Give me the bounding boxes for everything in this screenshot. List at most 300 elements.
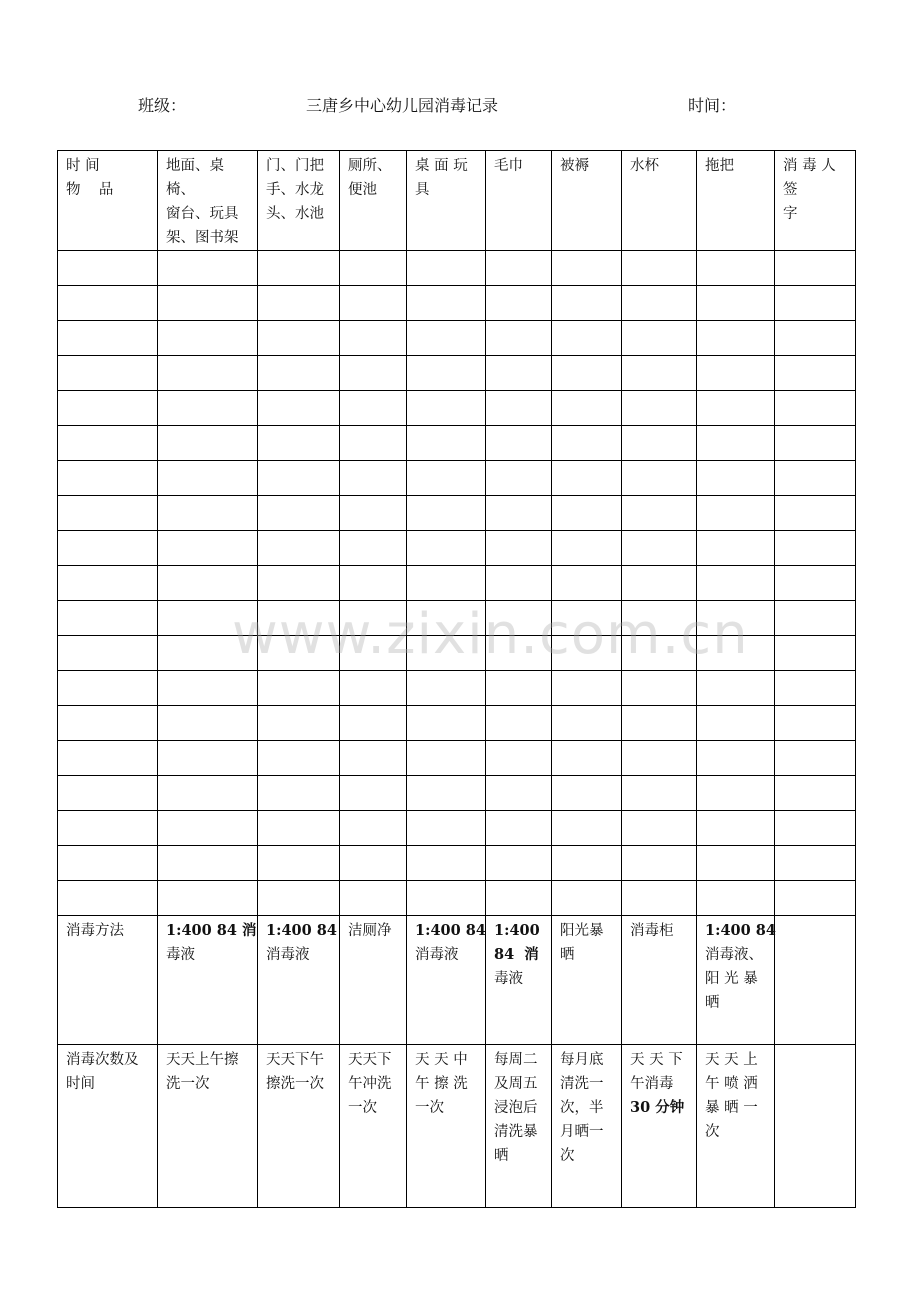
empty-cell[interactable] — [486, 391, 552, 426]
empty-cell[interactable] — [697, 391, 775, 426]
empty-cell[interactable] — [407, 391, 486, 426]
empty-cell[interactable] — [622, 846, 697, 881]
empty-cell[interactable] — [552, 566, 622, 601]
empty-cell[interactable] — [775, 356, 856, 391]
empty-cell[interactable] — [697, 601, 775, 636]
data-cell — [552, 916, 622, 1045]
empty-cell[interactable] — [486, 776, 552, 811]
empty-cell[interactable] — [158, 251, 258, 286]
empty-cell[interactable] — [340, 356, 407, 391]
empty-cell[interactable] — [340, 881, 407, 916]
empty-cell[interactable] — [58, 846, 158, 881]
empty-cell[interactable] — [340, 496, 407, 531]
empty-cell[interactable] — [486, 636, 552, 671]
empty-cell[interactable] — [158, 671, 258, 706]
empty-cell[interactable] — [622, 881, 697, 916]
empty-cell[interactable] — [258, 776, 340, 811]
corner-item-label: 物 品 — [66, 182, 114, 198]
column-header-text: 水杯 — [630, 158, 659, 174]
table-row — [58, 671, 856, 706]
empty-cell[interactable] — [697, 321, 775, 356]
cell-text: 一次 — [348, 1100, 377, 1116]
cell-text: 每周二 — [494, 1052, 538, 1068]
frequency-row — [58, 1045, 856, 1208]
column-header-cell — [158, 151, 258, 251]
cell-text: 次 — [705, 1124, 720, 1140]
empty-cell[interactable] — [775, 706, 856, 741]
table-row — [58, 741, 856, 776]
column-header-text: 签 — [783, 182, 798, 198]
empty-cell[interactable] — [697, 251, 775, 286]
empty-cell[interactable] — [158, 881, 258, 916]
empty-cell[interactable] — [486, 531, 552, 566]
empty-cell[interactable] — [622, 461, 697, 496]
empty-cell[interactable] — [775, 531, 856, 566]
empty-cell[interactable] — [407, 706, 486, 741]
empty-cell[interactable] — [622, 566, 697, 601]
cell-text: 天 天 中 — [415, 1052, 468, 1068]
empty-cell[interactable] — [258, 811, 340, 846]
empty-cell[interactable] — [258, 251, 340, 286]
column-header-text: 地面、桌椅、 — [166, 158, 224, 198]
empty-cell[interactable] — [407, 846, 486, 881]
cell-text: 午冲洗 — [348, 1076, 392, 1092]
empty-cell[interactable] — [622, 706, 697, 741]
cell-text: 清洗暴 — [494, 1124, 538, 1140]
empty-cell[interactable] — [258, 741, 340, 776]
empty-cell[interactable] — [58, 601, 158, 636]
empty-cell[interactable] — [552, 811, 622, 846]
empty-cell[interactable] — [340, 601, 407, 636]
cell-text: 晒 — [494, 1148, 509, 1164]
empty-cell[interactable] — [258, 391, 340, 426]
disinfection-record-table — [57, 150, 856, 1208]
empty-cell[interactable] — [697, 496, 775, 531]
data-cell — [258, 1045, 340, 1208]
table-row — [58, 881, 856, 916]
empty-cell[interactable] — [407, 601, 486, 636]
table-row — [58, 356, 856, 391]
empty-cell[interactable] — [775, 391, 856, 426]
empty-cell[interactable] — [622, 601, 697, 636]
cell-text: 1:400 84 — [415, 922, 486, 939]
empty-cell[interactable] — [58, 356, 158, 391]
empty-cell[interactable] — [258, 846, 340, 881]
empty-cell[interactable] — [407, 671, 486, 706]
cell-text: 天天下午 — [266, 1052, 324, 1068]
column-header-text: 拖把 — [705, 158, 734, 174]
cell-text: 阳光暴 — [560, 923, 604, 939]
table-row — [58, 776, 856, 811]
empty-cell[interactable] — [552, 706, 622, 741]
empty-cell[interactable] — [158, 531, 258, 566]
empty-cell[interactable] — [552, 426, 622, 461]
empty-cell[interactable] — [775, 776, 856, 811]
empty-cell[interactable] — [552, 496, 622, 531]
table-row — [58, 286, 856, 321]
empty-cell[interactable] — [697, 636, 775, 671]
column-header-text: 被褥 — [560, 158, 589, 174]
empty-cell[interactable] — [775, 461, 856, 496]
row-label-cell — [58, 916, 158, 1045]
empty-cell[interactable] — [486, 286, 552, 321]
empty-cell[interactable] — [340, 566, 407, 601]
page-title: 三唐乡中心幼儿园消毒记录 — [306, 96, 499, 115]
empty-cell[interactable] — [622, 321, 697, 356]
empty-cell[interactable] — [486, 846, 552, 881]
empty-cell[interactable] — [58, 881, 158, 916]
empty-cell[interactable] — [258, 671, 340, 706]
empty-cell[interactable] — [552, 321, 622, 356]
empty-cell[interactable] — [775, 846, 856, 881]
empty-cell[interactable] — [340, 286, 407, 321]
empty-cell[interactable] — [407, 741, 486, 776]
empty-cell[interactable] — [486, 321, 552, 356]
empty-cell[interactable] — [697, 356, 775, 391]
empty-cell[interactable] — [552, 846, 622, 881]
column-header-cell — [486, 151, 552, 251]
empty-cell[interactable] — [775, 811, 856, 846]
empty-cell[interactable] — [407, 566, 486, 601]
empty-cell[interactable] — [158, 741, 258, 776]
empty-cell[interactable] — [622, 671, 697, 706]
empty-cell[interactable] — [58, 706, 158, 741]
empty-cell[interactable] — [58, 741, 158, 776]
table-row — [58, 391, 856, 426]
empty-cell[interactable] — [158, 706, 258, 741]
empty-cell[interactable] — [58, 566, 158, 601]
empty-cell[interactable] — [486, 706, 552, 741]
cell-text: 1:400 84 — [266, 922, 337, 939]
empty-cell[interactable] — [58, 811, 158, 846]
empty-cell[interactable] — [552, 881, 622, 916]
empty-cell[interactable] — [407, 776, 486, 811]
empty-cell[interactable] — [486, 601, 552, 636]
empty-cell[interactable] — [775, 741, 856, 776]
row-label: 消毒方法 — [66, 923, 124, 939]
cell-text: 浸泡后 — [494, 1100, 538, 1116]
empty-cell[interactable] — [58, 636, 158, 671]
cell-text: 天天下 — [348, 1052, 392, 1068]
empty-cell[interactable] — [697, 706, 775, 741]
empty-cell[interactable] — [340, 461, 407, 496]
corner-header-cell — [58, 151, 158, 251]
empty-cell[interactable] — [340, 531, 407, 566]
row-label-cell — [58, 1045, 158, 1208]
empty-cell[interactable] — [486, 496, 552, 531]
column-header-cell — [775, 151, 856, 251]
empty-cell[interactable] — [775, 496, 856, 531]
empty-cell[interactable] — [340, 776, 407, 811]
empty-cell[interactable] — [158, 286, 258, 321]
empty-cell[interactable] — [58, 776, 158, 811]
empty-cell[interactable] — [486, 566, 552, 601]
table-row — [58, 601, 856, 636]
empty-cell[interactable] — [775, 251, 856, 286]
empty-cell[interactable] — [407, 321, 486, 356]
column-header-text: 头、水池 — [266, 206, 324, 222]
column-header-text: 窗台、玩具 — [166, 206, 239, 222]
empty-cell[interactable] — [407, 461, 486, 496]
cell-text: 一次 — [415, 1100, 444, 1116]
empty-cell[interactable] — [552, 531, 622, 566]
column-header-cell — [258, 151, 340, 251]
empty-cell[interactable] — [58, 496, 158, 531]
empty-cell[interactable] — [340, 846, 407, 881]
empty-cell[interactable] — [552, 356, 622, 391]
empty-cell[interactable] — [158, 321, 258, 356]
cell-text: 消毒液 — [266, 947, 310, 963]
column-header-cell — [552, 151, 622, 251]
cell-text: 每月底 — [560, 1052, 604, 1068]
table-row — [58, 461, 856, 496]
cell-text: 午 擦 洗 — [415, 1076, 468, 1092]
corner-time-label: 时 间 — [66, 158, 100, 174]
empty-cell[interactable] — [697, 566, 775, 601]
data-cell — [622, 1045, 697, 1208]
table-row — [58, 566, 856, 601]
empty-cell[interactable] — [552, 461, 622, 496]
column-header-text: 厕所、 — [348, 158, 392, 174]
column-header-cell — [622, 151, 697, 251]
empty-cell[interactable] — [258, 496, 340, 531]
empty-cell[interactable] — [407, 426, 486, 461]
method-row — [58, 916, 856, 1045]
empty-cell[interactable] — [552, 391, 622, 426]
empty-cell[interactable] — [486, 426, 552, 461]
column-header-text: 门、门把 — [266, 158, 324, 174]
empty-cell[interactable] — [775, 426, 856, 461]
column-header-cell — [340, 151, 407, 251]
empty-cell[interactable] — [258, 531, 340, 566]
cell-text: 清洗一 — [560, 1076, 604, 1092]
data-cell — [697, 1045, 775, 1208]
cell-text: 次 — [560, 1148, 575, 1164]
empty-cell[interactable] — [552, 741, 622, 776]
empty-cell[interactable] — [58, 251, 158, 286]
empty-cell[interactable] — [258, 356, 340, 391]
empty-cell[interactable] — [258, 426, 340, 461]
empty-cell[interactable] — [258, 286, 340, 321]
empty-cell[interactable] — [340, 811, 407, 846]
empty-cell[interactable] — [775, 671, 856, 706]
empty-cell[interactable] — [158, 846, 258, 881]
empty-cell[interactable] — [340, 426, 407, 461]
data-cell — [340, 916, 407, 1045]
empty-cell[interactable] — [340, 391, 407, 426]
data-cell — [622, 916, 697, 1045]
data-cell — [486, 916, 552, 1045]
watermark: www.zixin.com.cn — [232, 602, 749, 667]
empty-cell[interactable] — [622, 776, 697, 811]
column-header-text: 毛巾 — [494, 158, 523, 174]
column-header-text: 手、水龙 — [266, 182, 324, 198]
empty-cell[interactable] — [697, 671, 775, 706]
data-cell — [340, 1045, 407, 1208]
cell-text: 1:400 84 — [705, 922, 776, 939]
empty-cell[interactable] — [258, 706, 340, 741]
empty-cell[interactable] — [158, 496, 258, 531]
empty-cell[interactable] — [775, 916, 856, 1045]
empty-cell[interactable] — [407, 531, 486, 566]
empty-cell[interactable] — [775, 321, 856, 356]
empty-cell[interactable] — [486, 881, 552, 916]
empty-cell[interactable] — [622, 531, 697, 566]
cell-text: 消毒液 — [415, 947, 459, 963]
empty-cell[interactable] — [58, 461, 158, 496]
time-label: 时间： — [688, 96, 737, 115]
empty-cell[interactable] — [158, 811, 258, 846]
table-row — [58, 496, 856, 531]
empty-cell[interactable] — [697, 461, 775, 496]
empty-cell[interactable] — [697, 881, 775, 916]
cell-text: 1:400 — [494, 922, 540, 939]
header-row — [58, 151, 856, 251]
empty-cell[interactable] — [407, 636, 486, 671]
cell-text: 1:400 84 消 — [166, 922, 257, 939]
column-header-text: 便池 — [348, 182, 377, 198]
table-row — [58, 846, 856, 881]
empty-cell[interactable] — [697, 846, 775, 881]
cell-text: 消毒液、 — [705, 947, 763, 963]
empty-cell[interactable] — [697, 776, 775, 811]
empty-cell[interactable] — [622, 391, 697, 426]
table-row — [58, 321, 856, 356]
empty-cell[interactable] — [486, 461, 552, 496]
empty-cell[interactable] — [622, 741, 697, 776]
empty-cell[interactable] — [340, 321, 407, 356]
empty-cell[interactable] — [775, 636, 856, 671]
cell-text: 次，半 — [560, 1100, 604, 1116]
empty-cell[interactable] — [775, 881, 856, 916]
empty-cell[interactable] — [58, 426, 158, 461]
empty-cell[interactable] — [775, 601, 856, 636]
empty-cell[interactable] — [258, 601, 340, 636]
table-row — [58, 251, 856, 286]
table-row — [58, 811, 856, 846]
empty-cell[interactable] — [158, 776, 258, 811]
empty-cell[interactable] — [407, 356, 486, 391]
empty-cell[interactable] — [258, 461, 340, 496]
data-cell — [158, 1045, 258, 1208]
empty-cell[interactable] — [158, 356, 258, 391]
empty-cell[interactable] — [697, 426, 775, 461]
empty-cell[interactable] — [697, 741, 775, 776]
empty-cell[interactable] — [775, 1045, 856, 1208]
empty-cell[interactable] — [552, 286, 622, 321]
cell-text: 擦洗一次 — [266, 1076, 324, 1092]
empty-cell[interactable] — [407, 496, 486, 531]
empty-cell[interactable] — [258, 566, 340, 601]
empty-cell[interactable] — [486, 741, 552, 776]
empty-cell[interactable] — [775, 286, 856, 321]
empty-cell[interactable] — [158, 426, 258, 461]
cell-text: 洗一次 — [166, 1076, 210, 1092]
empty-cell[interactable] — [58, 391, 158, 426]
empty-cell[interactable] — [486, 356, 552, 391]
empty-cell[interactable] — [552, 636, 622, 671]
empty-cell[interactable] — [622, 636, 697, 671]
empty-cell[interactable] — [158, 636, 258, 671]
empty-cell[interactable] — [58, 531, 158, 566]
data-cell — [258, 916, 340, 1045]
empty-cell[interactable] — [58, 321, 158, 356]
empty-cell[interactable] — [552, 776, 622, 811]
cell-text: 天 天 下 — [630, 1052, 683, 1068]
cell-text: 毒液 — [166, 947, 195, 963]
empty-cell[interactable] — [622, 286, 697, 321]
cell-text: 及周五 — [494, 1076, 538, 1092]
empty-cell[interactable] — [486, 251, 552, 286]
table-row — [58, 426, 856, 461]
empty-cell[interactable] — [258, 636, 340, 671]
empty-cell[interactable] — [407, 881, 486, 916]
empty-cell[interactable] — [407, 286, 486, 321]
empty-cell[interactable] — [486, 671, 552, 706]
empty-cell[interactable] — [340, 671, 407, 706]
empty-cell[interactable] — [158, 391, 258, 426]
empty-cell[interactable] — [407, 811, 486, 846]
empty-cell[interactable] — [697, 531, 775, 566]
empty-cell[interactable] — [340, 636, 407, 671]
data-cell — [407, 1045, 486, 1208]
empty-cell[interactable] — [486, 811, 552, 846]
empty-cell[interactable] — [158, 566, 258, 601]
empty-cell[interactable] — [697, 811, 775, 846]
cell-text: 午 喷 洒 — [705, 1076, 758, 1092]
empty-cell[interactable] — [622, 356, 697, 391]
empty-cell[interactable] — [158, 461, 258, 496]
empty-cell[interactable] — [340, 251, 407, 286]
cell-text: 晒 — [560, 947, 575, 963]
empty-cell[interactable] — [622, 426, 697, 461]
empty-cell[interactable] — [158, 601, 258, 636]
empty-cell[interactable] — [552, 671, 622, 706]
cell-text: 84 消 — [494, 946, 539, 963]
empty-cell[interactable] — [258, 321, 340, 356]
cell-text: 洁厕净 — [348, 923, 392, 939]
empty-cell[interactable] — [58, 286, 158, 321]
cell-text: 天 天 上 — [705, 1052, 758, 1068]
cell-text: 30 分钟 — [630, 1099, 685, 1116]
cell-text: 晒 — [705, 995, 720, 1011]
empty-cell[interactable] — [622, 496, 697, 531]
row-label: 消毒次数及 — [66, 1052, 139, 1068]
table-row — [58, 636, 856, 671]
empty-cell[interactable] — [622, 811, 697, 846]
empty-cell[interactable] — [407, 251, 486, 286]
empty-cell[interactable] — [775, 566, 856, 601]
empty-cell[interactable] — [258, 881, 340, 916]
empty-cell[interactable] — [340, 741, 407, 776]
cell-text: 月晒一 — [560, 1124, 604, 1140]
empty-cell[interactable] — [552, 251, 622, 286]
column-header-text: 消 毒 人 — [783, 158, 836, 174]
data-cell — [552, 1045, 622, 1208]
empty-cell[interactable] — [697, 286, 775, 321]
column-header-text: 具 — [415, 182, 430, 198]
empty-cell[interactable] — [552, 601, 622, 636]
column-header-text: 架、图书架 — [166, 230, 239, 246]
data-cell — [486, 1045, 552, 1208]
data-cell — [697, 916, 775, 1045]
cell-text: 毒液 — [494, 971, 523, 987]
cell-text: 阳 光 暴 — [705, 971, 758, 987]
empty-cell[interactable] — [340, 706, 407, 741]
row-label: 时间 — [66, 1076, 95, 1092]
empty-cell[interactable] — [622, 251, 697, 286]
empty-cell[interactable] — [58, 671, 158, 706]
